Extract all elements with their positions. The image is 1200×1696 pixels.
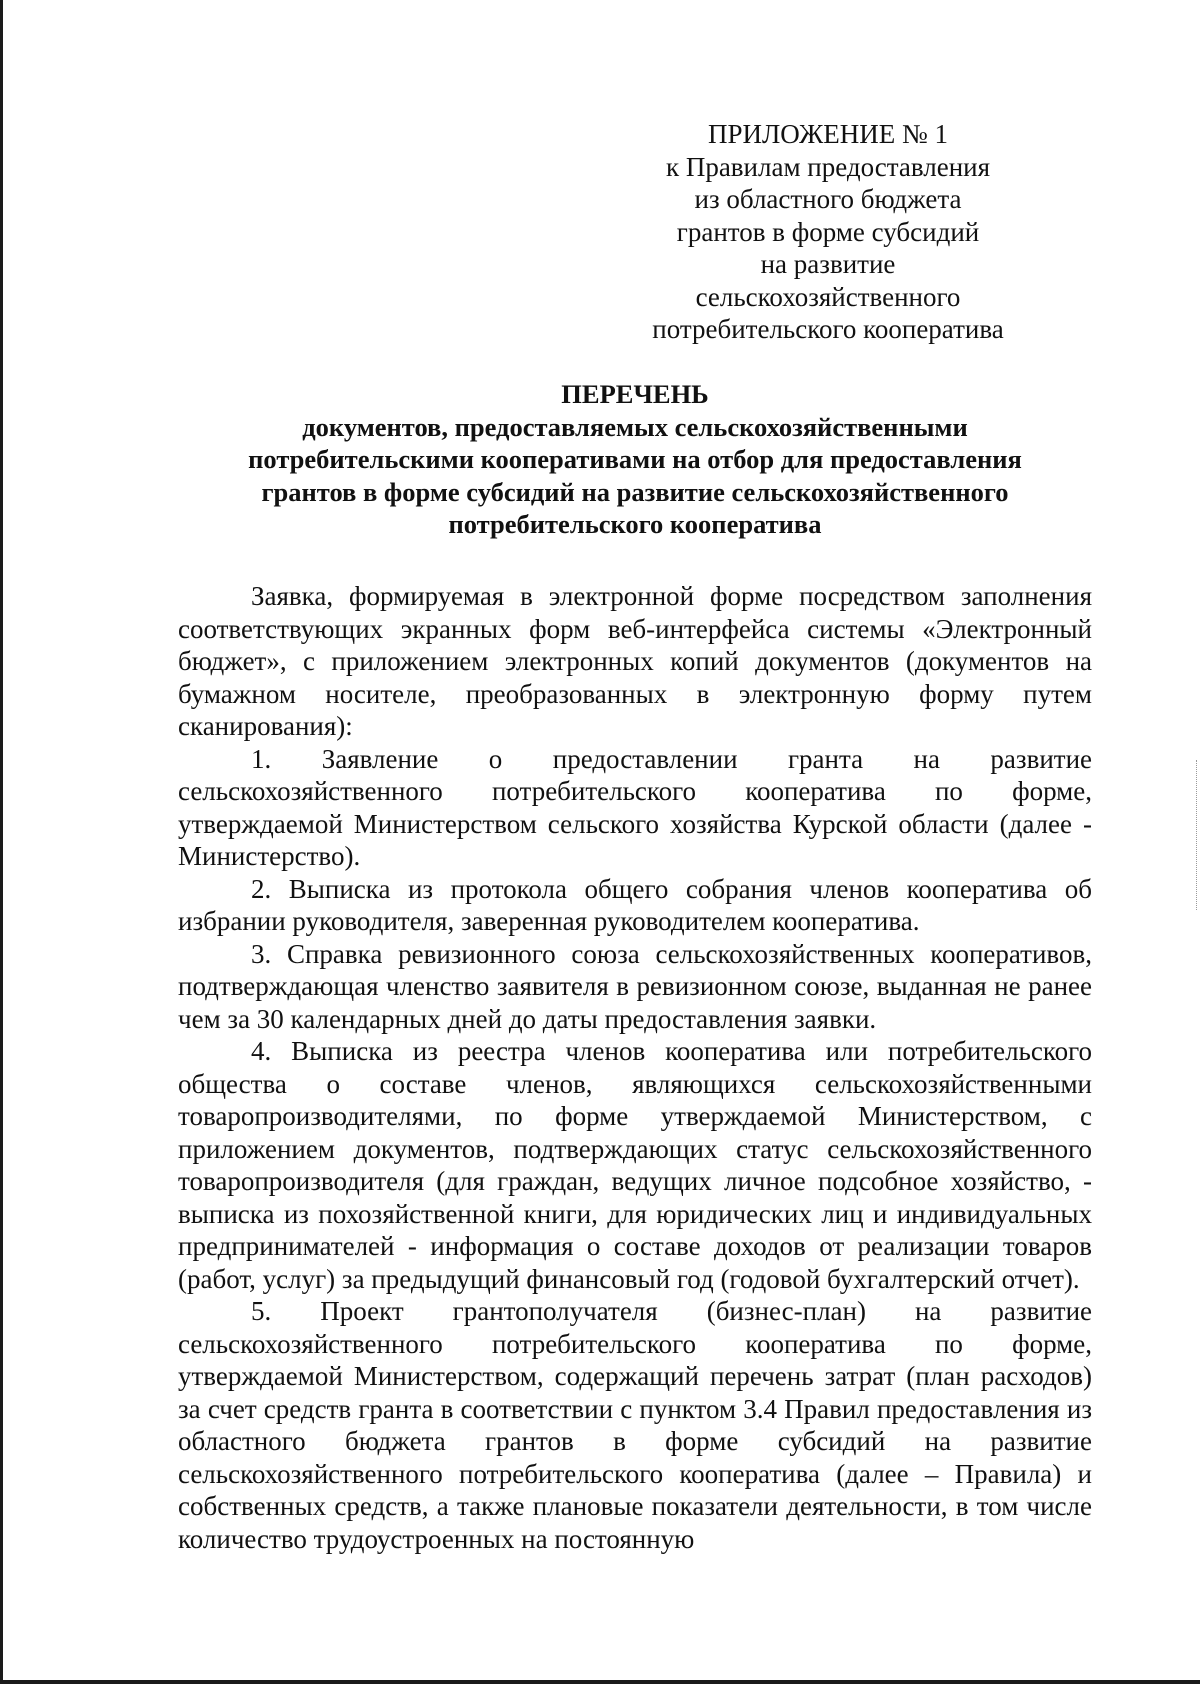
- title-line: грантов в форме субсидий на развитие сельскохозяйственного: [261, 476, 1009, 507]
- intro-paragraph: Заявка, формируемая в электронной форме посредством заполнения соответствующих экранных форм веб-интерфейса системы «Электронный бюджет», с приложением электронных копий документов (документов на бумажном носителе, преобразованных в электронную форму путем сканирования):: [178, 581, 1092, 741]
- title-line: потребительскими кооперативами на отбор для предоставления: [248, 444, 1022, 474]
- appendix-line: потребительского кооператива: [652, 314, 1004, 344]
- list-item: 1. Заявление о предоставлении гранта на развитие сельскохозяйственного потребительского кооператива по форме, утверждаемой Министерством сельского хозяйства Курской области (далее - Министерство).: [178, 743, 1092, 871]
- title-heading: ПЕРЕЧЕНЬ: [561, 379, 709, 409]
- appendix-line: к Правилам предоставления: [665, 151, 991, 182]
- list-item: 3. Справка ревизионного союза сельскохозяйственных кооперативов, подтверждающая членство заявителя в ревизионном союзе, выданная не ранее чем за 30 календарных дней до даты предоставления заявки.: [178, 938, 1092, 1034]
- list-item: 2. Выписка из протокола общего собрания членов кооператива об избрании руководителя, заверенная руководителем кооператива.: [178, 873, 1092, 936]
- appendix-line: из областного бюджета: [694, 184, 962, 214]
- appendix-line: на развитие сельскохозяйственного: [695, 249, 961, 312]
- scan-mark-right: [1196, 760, 1198, 910]
- appendix-number: ПРИЛОЖЕНИЕ № 1: [707, 119, 949, 149]
- title-line: потребительского кооператива: [448, 509, 822, 539]
- list-item: 4. Выписка из реестра членов кооператива или потребительского общества о составе членов, являющихся сельскохозяйственными товаропроизводителями, по форме утверждаемой Министерством, с приложением документов, подтверждающих статус сельскохозяйственного товаропроизводителя (для граждан, ведущих личное подсобное хозяйство, - выписка из похозяйственной книги, для юридических лиц и индивидуальных предпринимателей - информация о составе доходов от реализации товаров (работ, услуг) за предыдущий финансовый год (годовой бухгалтерский отчет).: [178, 1036, 1092, 1294]
- scan-edge-left: [0, 0, 3, 1680]
- document-title: [178, 378, 1092, 541]
- list-item: 5. Проект грантополучателя (бизнес-план) на развитие сельскохозяйственного потребительского кооператива по форме, утверждаемой Министерством, содержащий перечень затрат (план расходов) за счет средств гранта в соответствии с пунктом 3.4 Правил предоставления из областного бюджета грантов в форме субсидий на развитие сельскохозяйственного потребительского кооператива (далее – Правила) и собственных средств, а также плановые показатели деятельности, в том числе количество трудоустроенных на постоянную: [178, 1296, 1092, 1554]
- document-body: [178, 580, 1092, 1555]
- appendix-header: [628, 118, 1028, 346]
- appendix-line: грантов в форме субсидий: [676, 216, 980, 247]
- scan-edge-bottom: [0, 1680, 1200, 1684]
- title-line: документов, предоставляемых сельскохозяйственными: [302, 411, 968, 442]
